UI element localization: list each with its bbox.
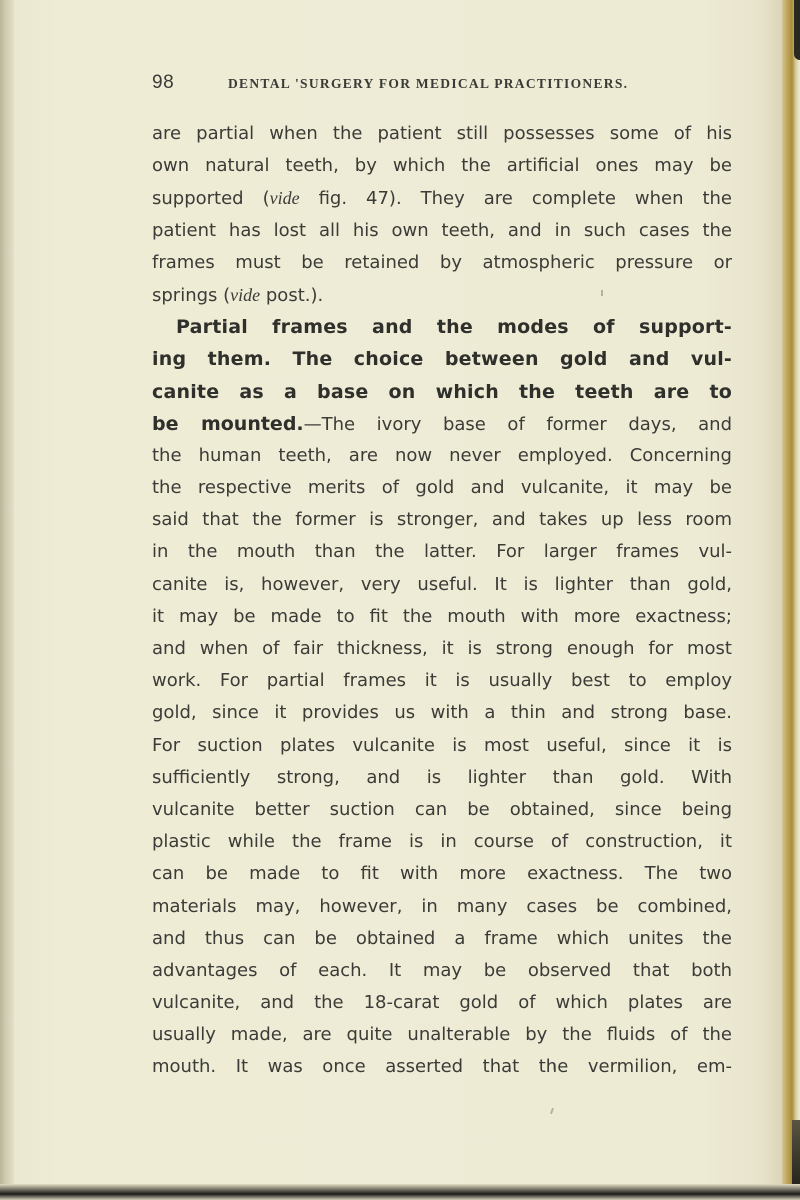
text-line: patient has lost all his own teeth, and in such cases the bbox=[152, 219, 732, 241]
text-line: the respective merits of gold and vulcanite, it may be bbox=[152, 477, 732, 499]
text-line: materials may, however, in many cases be combined, bbox=[152, 895, 732, 917]
text-line: and when of fair thickness, it is strong enough for most bbox=[152, 638, 732, 659]
text-line: frames must be retained by atmospheric pressure or bbox=[152, 251, 732, 273]
text-line: advantages of each. It may be observed that both bbox=[152, 959, 732, 981]
page-edge-right bbox=[782, 0, 800, 1200]
text-line: and thus can be obtained a frame which unites the bbox=[152, 927, 732, 949]
text-run: —The ivory base of former days, and bbox=[303, 413, 732, 435]
section-heading-line: Partial frames and the modes of support- bbox=[176, 316, 732, 339]
binding-edge bbox=[0, 0, 14, 1200]
text-line: gold, since it provides us with a thin and strong base. bbox=[152, 702, 732, 724]
text-line bbox=[152, 279, 732, 311]
text-line: plastic while the frame is in course of construction, it bbox=[152, 831, 732, 853]
text-line: it may be made to fit the mouth with more exactness; bbox=[152, 605, 732, 627]
text-line: work. For partial frames it is usually best to employ bbox=[152, 670, 732, 692]
text-run: springs ( bbox=[152, 284, 231, 306]
text-line: sufficiently strong, and is lighter than gold. With bbox=[152, 766, 732, 788]
text-line bbox=[152, 182, 732, 214]
page-edge-shadow-top bbox=[794, 0, 800, 60]
text-run: post.). bbox=[260, 284, 324, 306]
text-line bbox=[152, 408, 732, 440]
section-heading-line: ing them. The choice between gold and vul- bbox=[152, 348, 732, 371]
section-heading-line: canite as a base on which the teeth are to bbox=[152, 380, 732, 403]
text-run: fig. 47). They are complete when the bbox=[299, 188, 732, 210]
text-run: supported ( bbox=[152, 188, 270, 210]
text-line: can be made to fit with more exactness. The two bbox=[152, 863, 732, 885]
text-line: in the mouth than the latter. For larger frames vul- bbox=[152, 541, 732, 563]
text-line: mouth. It was once asserted that the vermilion, em- bbox=[152, 1056, 732, 1078]
italic-vide: vide bbox=[269, 188, 300, 209]
text-line: vulcanite, and the 18-carat gold of which plates are bbox=[152, 992, 732, 1014]
page-edge-bottom bbox=[0, 1184, 800, 1200]
page-header bbox=[152, 72, 712, 102]
text-line: usually made, are quite unalterable by the fluids of the bbox=[152, 1024, 732, 1046]
text-line: are partial when the patient still possesses some of his bbox=[152, 123, 732, 144]
text-line: For suction plates vulcanite is most useful, since it is bbox=[152, 734, 732, 756]
paper-speck bbox=[550, 1108, 554, 1114]
running-head: DENTAL 'SURGERY FOR MEDICAL PRACTITIONERS. bbox=[228, 76, 629, 91]
text-line: own natural teeth, by which the artificial ones may be bbox=[152, 155, 732, 177]
text-line: vulcanite better suction can be obtained, since being bbox=[152, 798, 732, 820]
italic-vide: vide bbox=[230, 284, 261, 305]
text-line: canite is, however, very useful. It is lighter than gold, bbox=[152, 573, 732, 595]
body-text bbox=[152, 118, 732, 1084]
text-line: the human teeth, are now never employed. Concerning bbox=[152, 444, 732, 466]
text-line: said that the former is stronger, and takes up less room bbox=[152, 509, 732, 531]
section-heading-end: be mounted. bbox=[152, 412, 304, 435]
page-number: 98 bbox=[152, 72, 175, 93]
